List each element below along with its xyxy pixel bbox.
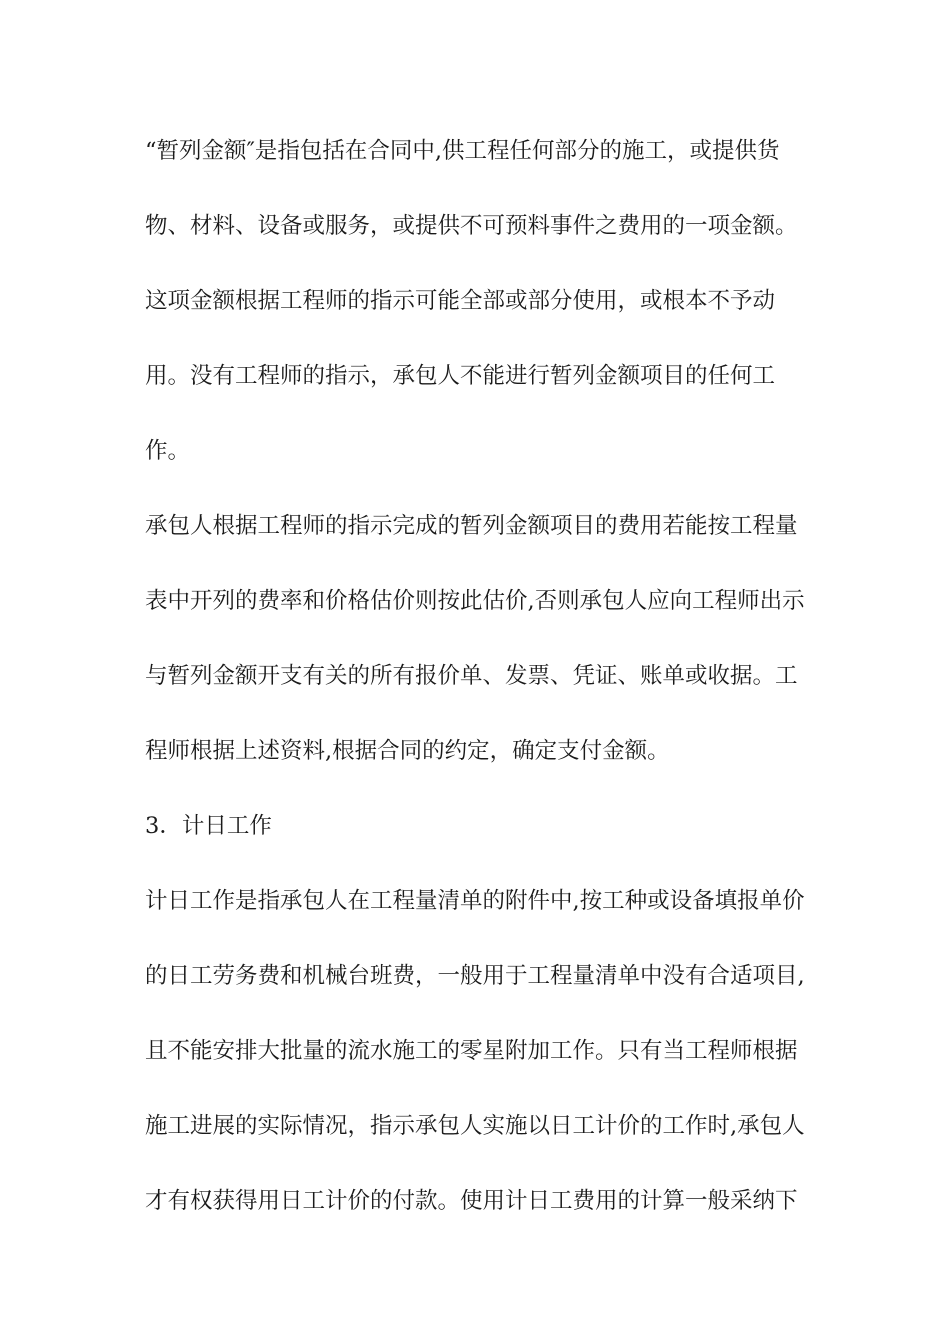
- text-line: 用。没有工程师的指示，承包人不能进行暂列金额项目的任何工: [145, 363, 776, 389]
- text-line: 表中开列的费率和价格估价则按此估价,否则承包人应向工程师出示: [145, 588, 805, 614]
- text-line: “暂列金额″是指包括在合同中,供工程任何部分的施工，或提供货: [145, 138, 780, 164]
- text-line: 物、材料、设备或服务，或提供不可预料事件之费用的一项金额。: [145, 213, 798, 239]
- text-line: 承包人根据工程师的指示完成的暂列金额项目的费用若能按工程量: [145, 513, 798, 539]
- text-line: 才有权获得用日工计价的付款。使用计日工费用的计算一般采纳下: [145, 1188, 798, 1214]
- text-line: 作。: [145, 438, 191, 464]
- text-line: 这项金额根据工程师的指示可能全部或部分使用，或根本不予动: [145, 288, 776, 314]
- section-heading: 3．计日工作: [145, 813, 272, 839]
- text-line: 且不能安排大批量的流水施工的零星附加工作。只有当工程师根据: [145, 1038, 798, 1064]
- text-line: 程师根据上述资料,根据合同的约定，确定支付金额。: [145, 738, 670, 764]
- text-line: 与暂列金额开支有关的所有报价单、发票、凭证、账单或收据。工: [145, 663, 798, 689]
- text-line: 的日工劳务费和机械台班费，一般用于工程量清单中没有合适项目,: [145, 963, 805, 989]
- text-line: 计日工作是指承包人在工程量清单的附件中,按工种或设备填报单价: [145, 888, 805, 914]
- text-line: 施工进展的实际情况，指示承包人实施以日工计价的工作时,承包人: [145, 1113, 805, 1139]
